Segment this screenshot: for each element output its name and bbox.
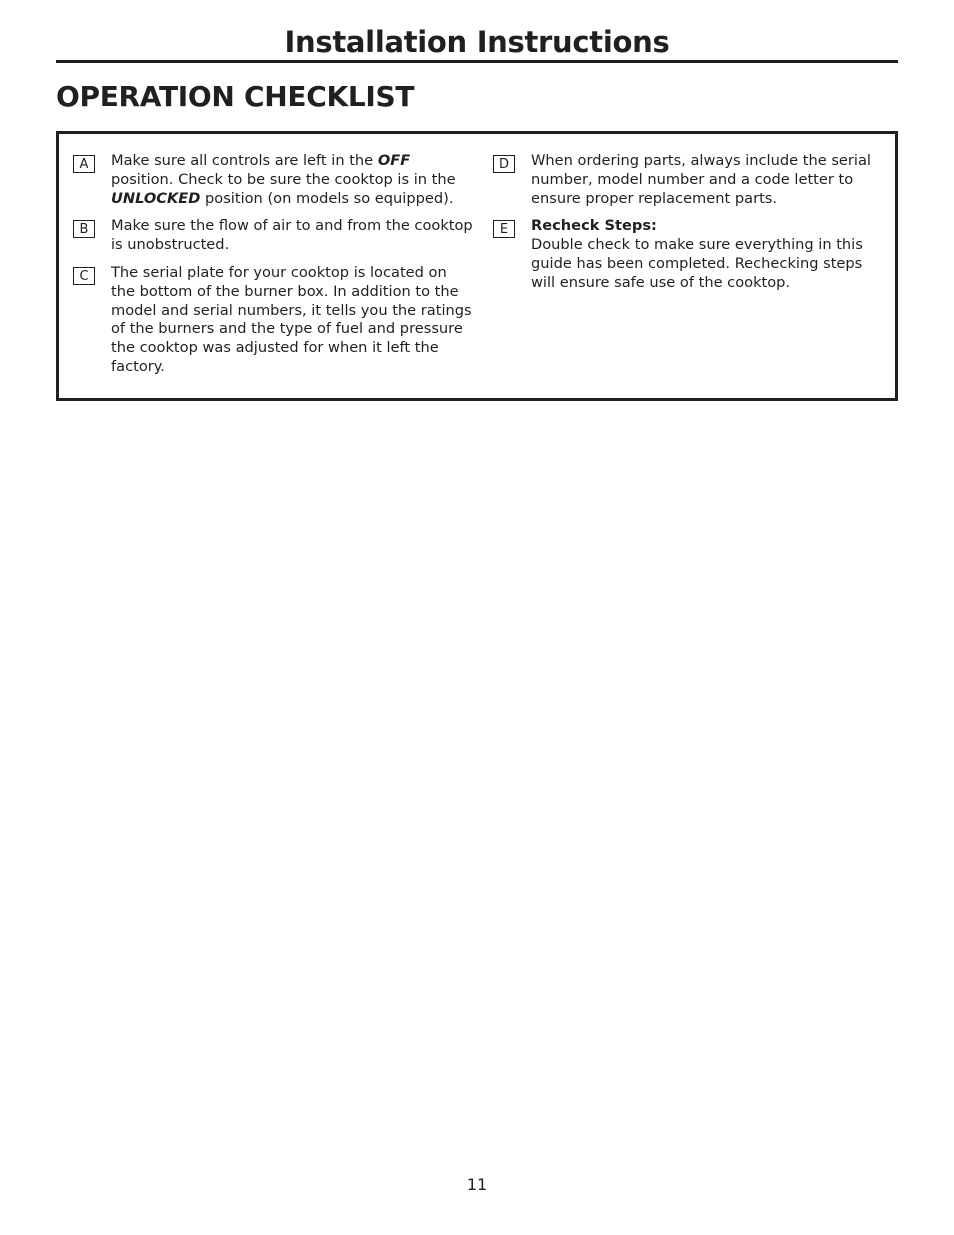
checklist-item-b [73, 217, 473, 255]
page-title: Installation Instructions [284, 25, 670, 59]
item-a-text-2: position. Check to be sure the cooktop is in the [111, 170, 456, 188]
title-divider [56, 60, 898, 63]
operation-checklist-box [56, 131, 898, 401]
checklist-right-column [493, 152, 873, 302]
item-letter-d: D [493, 155, 515, 173]
item-letter-b: B [73, 220, 95, 238]
item-d-text: When ordering parts, always include the serial number, model number and a code letter to ensure proper replacement parts. [531, 152, 871, 207]
checklist-item-c [73, 264, 473, 377]
item-e-heading: Recheck Steps: [531, 217, 657, 235]
item-letter-a: A [73, 155, 95, 173]
item-a-unlocked-emphasis: UNLOCKED [111, 189, 201, 207]
item-letter-e: E [493, 220, 515, 238]
checklist-item-d [493, 152, 873, 208]
item-c-text: The serial plate for your cooktop is located on the bottom of the burner box. In addition to the model and serial numbers, it tells you the ratings of the burners and the type of fuel and pressure the cooktop was adjusted for when it left the factory. [111, 263, 472, 375]
item-a-off-emphasis: OFF [377, 152, 411, 169]
page-number: 11 [466, 1175, 488, 1194]
section-heading: OPERATION CHECKLIST [56, 80, 415, 113]
item-a-text-1: Make sure all controls are left in the [111, 152, 378, 169]
item-b-text: Make sure the flow of air to and from the cooktop is unobstructed. [111, 217, 473, 254]
checklist-item-a [73, 152, 473, 208]
item-letter-c: C [73, 267, 95, 285]
item-a-text-3: position (on models so equipped). [200, 189, 454, 207]
item-e-text: Double check to make sure everything in this guide has been completed. Rechecking steps will ensure safe use of the cooktop. [531, 236, 863, 291]
checklist-item-e [493, 217, 873, 292]
checklist-left-column [73, 152, 473, 386]
